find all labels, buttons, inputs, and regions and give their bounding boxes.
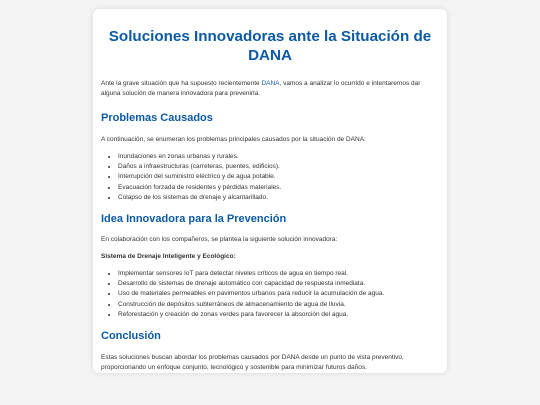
list-item: • Construcción de depósitos subterráneos de almacenamiento de agua de lluvia.: [118, 300, 439, 310]
problems-list: [101, 152, 439, 203]
list-item: • Colapso de los sistemas de drenaje y alcantarillado.: [118, 193, 439, 203]
list-item: • Interrupción del suministro eléctrico y de agua potable.: [118, 172, 439, 182]
dana-link[interactable]: DANA: [261, 80, 280, 87]
article-card: [93, 9, 447, 373]
idea-list: [101, 269, 439, 320]
intro-text-after: , vamos a analizar lo ocurrido e intentaremos dar alguna solución de manera innovadora para prevenirla.: [101, 80, 421, 97]
idea-lead: En colaboración con los compañeros, se plantea la siguiente solución innovadora:: [101, 236, 338, 244]
idea-heading: Idea Innovadora para la Prevención: [101, 213, 287, 226]
intro-paragraph: [101, 79, 439, 99]
conclusion-paragraph: Estas soluciones buscan abordar los problemas causados por DANA desde un punto de vista preventivo, proporcionando un enfoque conjunto, tecnológico y sostenible para minimizar futuros daños.: [101, 354, 404, 372]
list-item: • Daños a infraestructuras (carreteras, puentes, edificios).: [118, 162, 439, 172]
page-title: Soluciones Innovadoras ante la Situación de DANA: [108, 28, 432, 64]
list-item: • Implementar sensores IoT para detectar niveles críticos de agua en tiempo real.: [118, 269, 439, 279]
list-item: • Uso de materiales permeables en pavimentos urbanos para reducir la acumulación de agua.: [118, 289, 439, 299]
conclusion-heading: Conclusión: [101, 330, 161, 343]
list-item: • Evacuación forzada de residentes y pérdidas materiales.: [118, 183, 439, 193]
problems-lead: A continuación, se enumeran los problemas principales causados por la situación de DANA:: [101, 136, 366, 143]
problems-heading: Problemas Causados: [101, 112, 213, 124]
list-item: • Reforestación y creación de zonas verdes para favorecer la absorción del agua.: [118, 310, 439, 320]
list-item: • Desarrollo de sistemas de drenaje automático con capacidad de respuesta inmediata.: [118, 279, 439, 289]
intro-text-before: Ante la grave situación que ha supuesto recientemente: [101, 80, 262, 87]
idea-subheading: Sistema de Drenaje Inteligente y Ecológico:: [101, 253, 236, 261]
list-item: • Inundaciones en zonas urbanas y rurales.: [118, 152, 439, 162]
